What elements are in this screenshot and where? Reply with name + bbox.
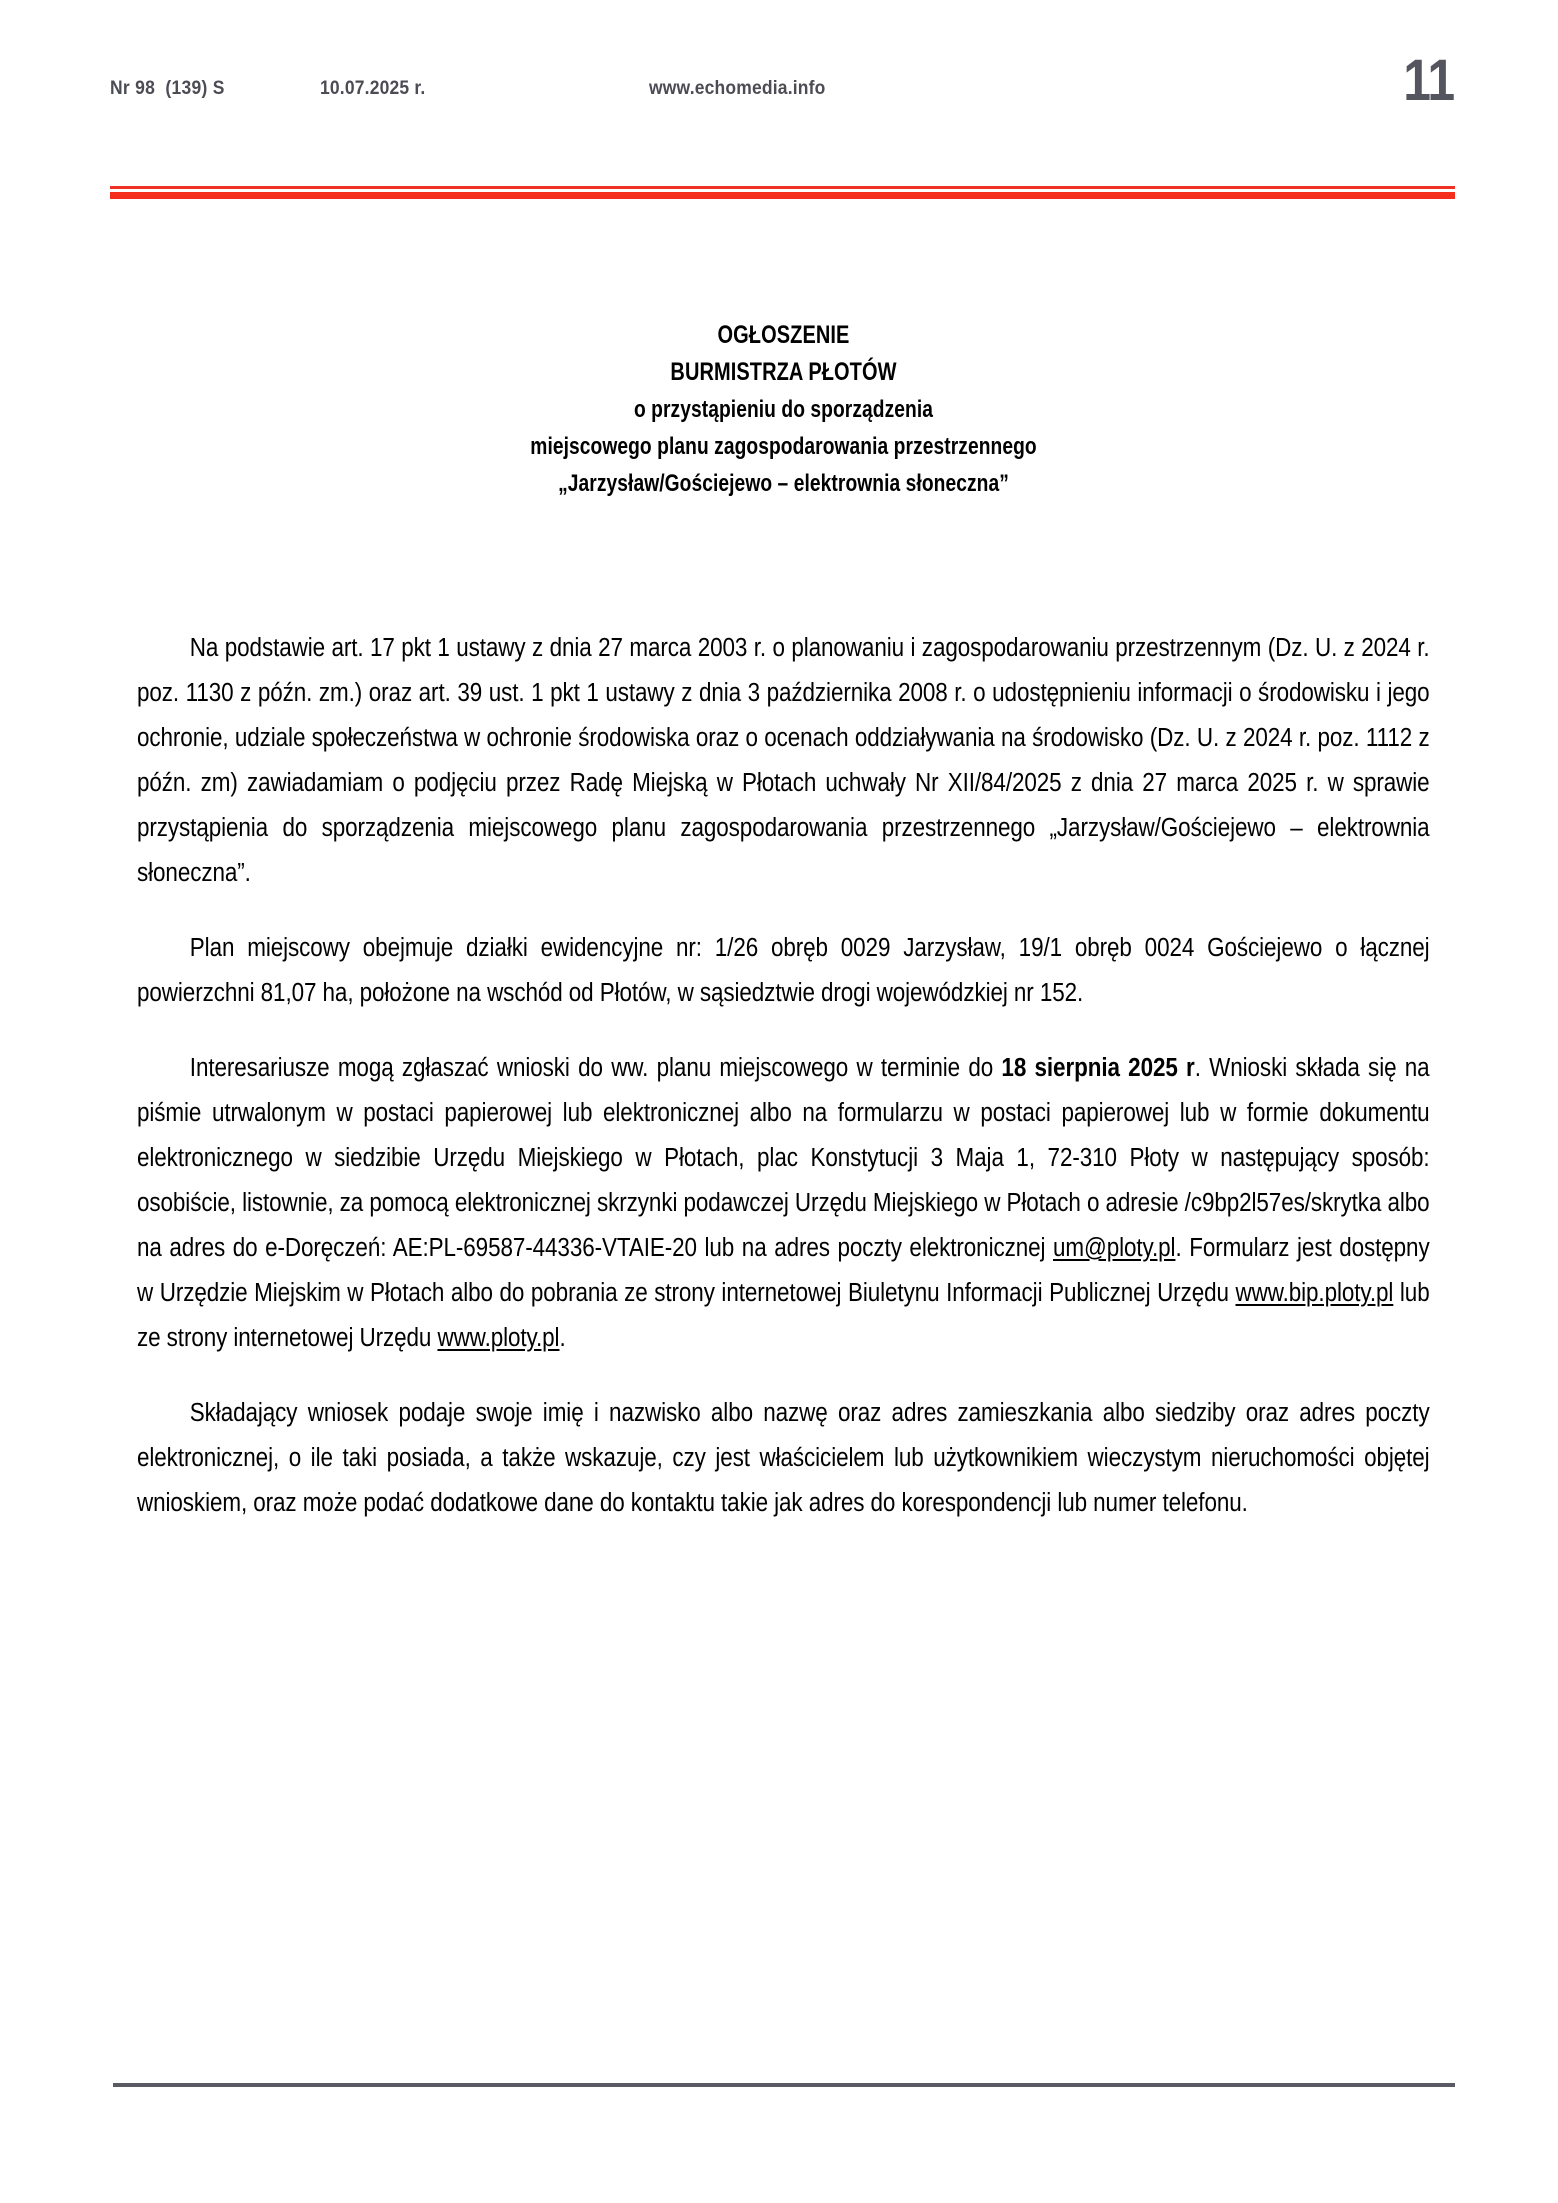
title-line-subject: o przystąpieniu do sporządzenia — [633, 396, 934, 423]
rule-red-thick — [110, 192, 1455, 199]
paragraph-applicant-data: Składający wniosek podaje swoje imię i nazwisko albo nazwę oraz adres zamieszkania albo siedziby oraz adres poczty elektronicznej, o ile taki posiada, a także wskazuje, czy jest właścicielem lub użytkownikiem wieczystym nieruchomości objętej wnioskiem, oraz może podać dodatkowe dane do kontaktu takie jak adres do korespondencji lub numer telefonu. — [137, 1399, 1430, 1517]
masthead — [110, 78, 1455, 112]
announcement-title-block — [137, 317, 1430, 502]
title-line-burmistrza: BURMISTRZA PŁOTÓW — [670, 358, 897, 386]
p3-text-before-deadline: Interesariusze mogą zgłaszać wnioski do ww. planu miejscowego w terminie do — [189, 1054, 1002, 1082]
submission-deadline-date: 18 sierpnia 2025 r — [1001, 1054, 1195, 1082]
masthead-red-rule — [110, 186, 1455, 199]
p3-text-before-site: lub ze strony internetowej Urzędu — [137, 1279, 1430, 1352]
p3-text-before-bip: . Formularz jest dostępny w Urzędzie Miejskim w Płotach albo do pobrania ze strony internetowej Biuletynu Informacji Publicznej Urzędu — [137, 1234, 1430, 1307]
p3-text-end: . — [559, 1324, 566, 1352]
footer-rule — [113, 2083, 1455, 2087]
title-line-plan: miejscowego planu zagospodarowania przestrzennego — [530, 433, 1037, 460]
masthead-date: 10.07.2025 r. — [319, 78, 426, 99]
page-number: 11 — [1402, 48, 1454, 113]
title-line-ogloszenie: OGŁOSZENIE — [717, 321, 850, 349]
email-link-um-ploty[interactable]: um@ploty.pl — [1053, 1234, 1176, 1262]
masthead-issue-number: Nr 98 (139) S — [110, 78, 225, 99]
title-line-plan-name: „Jarzysław/Gościejewo – elektrownia słoneczna” — [558, 470, 1009, 497]
bip-website-link[interactable]: www.bip.ploty.pl — [1235, 1279, 1394, 1307]
city-website-link[interactable]: www.ploty.pl — [437, 1324, 560, 1352]
paragraph-legal-basis: Na podstawie art. 17 pkt 1 ustawy z dnia 27 marca 2003 r. o planowaniu i zagospodarowaniu przestrzennym (Dz. U. z 2024 r. poz. 1130 z późn. zm.) oraz art. 39 ust. 1 pkt 1 ustawy z dnia 3 października 2008 r. o udostępnieniu informacji o środowisku i jego ochronie, udziale społeczeństwa w ochronie środowiska oraz o ocenach oddziaływania na środowisko (Dz. U. z 2024 r. poz. 1112 z późn. zm) zawiadamiam o podjęciu przez Radę Miejską w Płotach uchwały Nr XII/84/2025 z dnia 27 marca 2025 r. w sprawie przystąpienia do sporządzenia miejscowego planu zagospodarowania przestrzennego „Jarzysław/Gościejewo – elektrownia słoneczna”. — [137, 634, 1430, 887]
paragraph-plan-area: Plan miejscowy obejmuje działki ewidencyjne nr: 1/26 obręb 0029 Jarzysław, 19/1 obręb 0024 Gościejewo o łącznej powierzchni 81,07 ha, położone na wschód od Płotów, w sąsiedztwie drogi wojewódzkiej nr 152. — [137, 934, 1430, 1007]
p3-text-after-deadline: . Wnioski składa się na piśmie utrwalonym w postaci papierowej lub elektronicznej albo na formularzu w postaci papierowej lub w formie dokumentu elektronicznego w siedzibie Urzędu Miejskiego w Płotach, plac Konstytucji 3 Maja 1, 72-310 Płoty w następujący sposób: osobiście, listownie, za pomocą elektronicznej skrzynki podawczej Urzędu Miejskiego w Płotach o adresie /c9bp2l57es/skrytka albo na adres do e-Doręczeń: AE:PL-69587-44336-VTAIE-20 lub na adres poczty elektronicznej — [137, 1054, 1430, 1262]
announcement-body — [137, 626, 1430, 1526]
paragraph-submission-instructions — [137, 1046, 1430, 1361]
masthead-website: www.echomedia.info — [649, 78, 826, 99]
